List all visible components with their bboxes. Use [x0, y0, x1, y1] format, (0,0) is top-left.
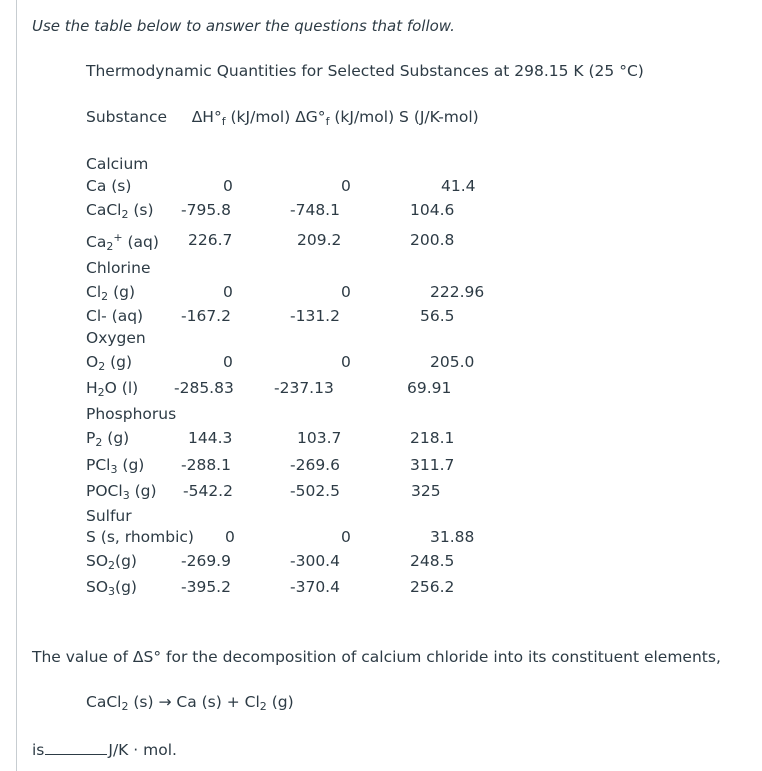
dg-value: 103.7: [297, 429, 342, 447]
dh-value: -542.2: [183, 482, 233, 500]
substance-name: $SO_3(g)$: [86, 578, 137, 598]
dg-value: 0: [341, 353, 351, 371]
dg-value: 209.2: [297, 231, 342, 249]
answer-line: is J/K · mol.: [32, 741, 177, 759]
intro-text: Use the table below to answer the questions that follow.: [32, 17, 455, 35]
dg-value: 0: [341, 283, 351, 301]
s-value: 31.88: [430, 528, 475, 546]
dh-value: -167.2: [181, 307, 231, 325]
substance-name: $Cl_2$ (g): [86, 283, 136, 303]
table-header: Substance $\Delta H^\circ_f$ (kJ/mol) $\Delta G^\circ_f$ (kJ/mol) S (J/K-mol): [86, 108, 479, 128]
dh-value: -795.8: [181, 201, 231, 219]
header-s: S (J/K-mol): [399, 108, 479, 126]
substance-name: $H_2O$ (l): [86, 379, 139, 399]
group-sulfur: Sulfur: [86, 507, 132, 525]
dh-value: 0: [223, 283, 233, 301]
dg-value: -269.6: [290, 456, 340, 474]
substance-name: S (s, rhombic): [86, 528, 194, 546]
dh-value: 226.7: [188, 231, 233, 249]
s-value: 248.5: [410, 552, 455, 570]
substance-name: Cl- (aq): [86, 307, 144, 325]
substance-name: Ca (s): [86, 177, 132, 195]
dg-value: 0: [341, 177, 351, 195]
left-border: [16, 0, 17, 771]
dh-value: 0: [223, 353, 233, 371]
substance-name: $O_2$ (g): [86, 353, 133, 373]
s-value: 205.0: [430, 353, 475, 371]
s-value: 218.1: [410, 429, 455, 447]
substance-name: PCl$_3$ (g): [86, 456, 145, 476]
substance-name: $SO_2(g)$: [86, 552, 137, 572]
dh-value: -269.9: [181, 552, 231, 570]
dh-value: 0: [225, 528, 235, 546]
s-value: 41.4: [441, 177, 476, 195]
reaction-equation: CaCl$_2$ (s) → Ca $(s) + Cl_2$ (g): [86, 693, 294, 713]
group-oxygen: Oxygen: [86, 329, 146, 347]
dg-value: -748.1: [290, 201, 340, 219]
dg-value: -237.13: [274, 379, 334, 397]
dg-value: 0: [341, 528, 351, 546]
dh-value: -395.2: [181, 578, 231, 596]
substance-name: $Ca_2^+$ (aq): [86, 231, 159, 253]
table-title: Thermodynamic Quantities for Selected Substances at 298.15 K (25 °C): [86, 62, 644, 80]
dg-value: -300.4: [290, 552, 340, 570]
s-value: 222.96: [430, 283, 485, 301]
dh-value: -288.1: [181, 456, 231, 474]
answer-blank[interactable]: [45, 742, 107, 755]
dg-value: -131.2: [290, 307, 340, 325]
substance-name: $P_2$ (g): [86, 429, 130, 449]
s-value: 104.6: [410, 201, 455, 219]
group-calcium: Calcium: [86, 155, 149, 173]
dg-value: -370.4: [290, 578, 340, 596]
group-chlorine: Chlorine: [86, 259, 151, 277]
s-value: 256.2: [410, 578, 455, 596]
dg-value: -502.5: [290, 482, 340, 500]
s-value: 69.91: [407, 379, 452, 397]
header-substance: Substance: [86, 108, 168, 126]
substance-name: CaCl$_2$ (s): [86, 201, 154, 221]
dh-value: 0: [223, 177, 233, 195]
s-value: 200.8: [410, 231, 455, 249]
group-phosphorus: Phosphorus: [86, 405, 177, 423]
s-value: 325: [411, 482, 441, 500]
header-dh: ΔH°: [191, 108, 222, 126]
question-text: The value of ΔS° for the decomposition of calcium chloride into its constituent elements,: [32, 648, 721, 666]
header-dg: ΔG°: [295, 108, 326, 126]
substance-name: POCl$_3$ (g): [86, 482, 157, 502]
s-value: 56.5: [420, 307, 455, 325]
s-value: 311.7: [410, 456, 455, 474]
dh-value: -285.83: [174, 379, 234, 397]
dh-value: 144.3: [188, 429, 233, 447]
